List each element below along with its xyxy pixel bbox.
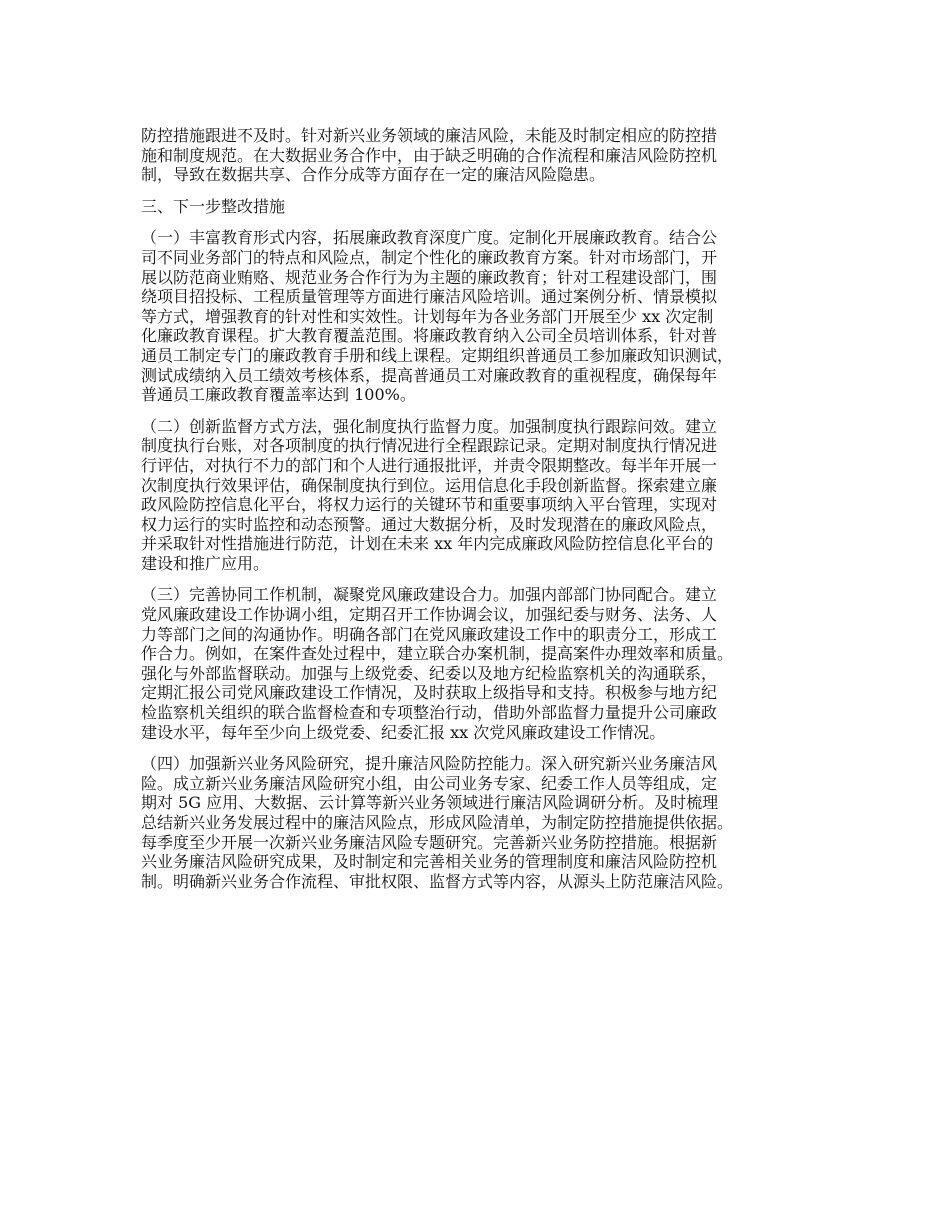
text-line: 总结新兴业务发展过程中的廉洁风险点，形成风险清单，为制定防控措施提供依据。 xyxy=(141,813,734,832)
text-line: 政风险防控信息化平台，将权力运行的关键环节和重要事项纳入平台管理，实现对 xyxy=(141,495,718,515)
text-line: 防控措施跟进不及时。针对新兴业务领域的廉洁风险，未能及时制定相应的防控措 xyxy=(141,126,718,145)
text-line: 司不同业务部门的特点和风险点，制定个性化的廉政教育方案。针对市场部门，开 xyxy=(141,247,718,267)
text-line: 党风廉政建设工作协调小组，定期召开工作协调会议，加强纪委与财务、法务、人 xyxy=(141,605,718,625)
text-line: 兴业务廉洁风险研究成果，及时制定和完善相关业务的管理制度和廉洁风险防控机 xyxy=(141,852,718,872)
text-line: 建设水平，每年至少向上级党委、纪委汇报 xx 次党风廉政建设工作情况。 xyxy=(141,722,666,742)
text-line: 定期汇报公司党风廉政建设工作情况，及时获取上级指导和支持。积极参与地方纪 xyxy=(141,683,718,703)
paragraph-2 xyxy=(141,417,833,574)
text-line: 化廉政教育课程。扩大教育覆盖范围。将廉政教育纳入公司全员培训体系，针对普 xyxy=(141,326,718,346)
text-line: 施和制度规范。在大数据业务合作中，由于缺乏明确的合作流程和廉洁风险防控机 xyxy=(141,145,718,165)
text-line: 检监察机关组织的联合监督检查和专项整治行动，借助外部监督力量提升公司廉政 xyxy=(141,703,718,723)
paragraph-1 xyxy=(141,228,833,404)
section-heading: 三、下一步整改措施 xyxy=(141,196,286,216)
text-line: 行评估，对执行不力的部门和个人进行通报批评，并责令限期整改。每半年开展一 xyxy=(141,455,718,475)
text-line: 期对 5G 应用、大数据、云计算等新兴业务领域进行廉洁风险调研分析。及时梳理 xyxy=(141,793,719,813)
paragraph-3 xyxy=(141,585,833,742)
text-line: 展以防范商业贿赂、规范业务合作行为为主题的廉政教育；针对工程建设部门，围 xyxy=(141,267,718,287)
text-line: 制度执行台账，对各项制度的执行情况进行全程跟踪记录。定期对制度执行情况进 xyxy=(141,436,718,456)
text-line: 测试成绩纳入员工绩效考核体系，提高普通员工对廉政教育的重视程度，确保每年 xyxy=(141,365,718,385)
text-line: 通员工制定专门的廉政教育手册和线上课程。定期组织普通员工参加廉政知识测试， xyxy=(141,345,734,365)
text-line: 作合力。例如，在案件查处过程中，建立联合办案机制，提高案件办理效率和质量。 xyxy=(141,644,734,664)
text-line: 次制度执行效果评估，确保制度执行到位。运用信息化手段创新监督。探索建立廉 xyxy=(141,475,718,495)
text-line: 普通员工廉政教育覆盖率达到 100%。 xyxy=(141,385,416,405)
text-line: 权力运行的实时监控和动态预警。通过大数据分析，及时发现潜在的廉政风险点， xyxy=(141,514,718,534)
paragraph-4 xyxy=(141,754,833,891)
text-line: 每季度至少开展一次新兴业务廉洁风险专题研究。完善新兴业务防控措施。根据新 xyxy=(141,832,718,852)
text-line: （一）丰富教育形式内容，拓展廉政教育深度广度。定制化开展廉政教育。结合公 xyxy=(141,228,718,248)
document-page xyxy=(141,126,833,903)
text-line: 强化与外部监督联动。加强与上级党委、纪委以及地方纪检监察机关的沟通联系， xyxy=(141,663,718,683)
text-line: （三）完善协同工作机制，凝聚党风廉政建设合力。加强内部部门协同配合。建立 xyxy=(141,585,718,605)
text-line: 制，导致在数据共享、合作分成等方面存在一定的廉洁风险隐患。 xyxy=(141,165,606,185)
text-line: 绕项目招投标、工程质量管理等方面进行廉洁风险培训。通过案例分析、情景模拟 xyxy=(141,287,718,307)
text-line: 并采取针对性措施进行防范，计划在未来 xx 年内完成廉政风险防控信息化平台的 xyxy=(141,534,714,554)
text-line: 险。成立新兴业务廉洁风险研究小组，由公司业务专家、纪委工作人员等组成，定 xyxy=(141,773,718,793)
intro-paragraph xyxy=(141,126,833,185)
text-line: 建设和推广应用。 xyxy=(141,553,270,573)
text-line: 等方式，增强教育的针对性和实效性。计划每年为各业务部门开展至少 xx 次定制 xyxy=(141,306,714,326)
text-line: （二）创新监督方式方法，强化制度执行监督力度。加强制度执行跟踪问效。建立 xyxy=(141,416,718,436)
text-line: （四）加强新兴业务风险研究，提升廉洁风险防控能力。深入研究新兴业务廉洁风 xyxy=(141,754,718,774)
text-line: 力等部门之间的沟通协作。明确各部门在党风廉政建设工作中的职责分工，形成工 xyxy=(141,624,718,644)
text-line: 制。明确新兴业务合作流程、审批权限、监督方式等内容，从源头上防范廉洁风险。 xyxy=(141,871,734,891)
